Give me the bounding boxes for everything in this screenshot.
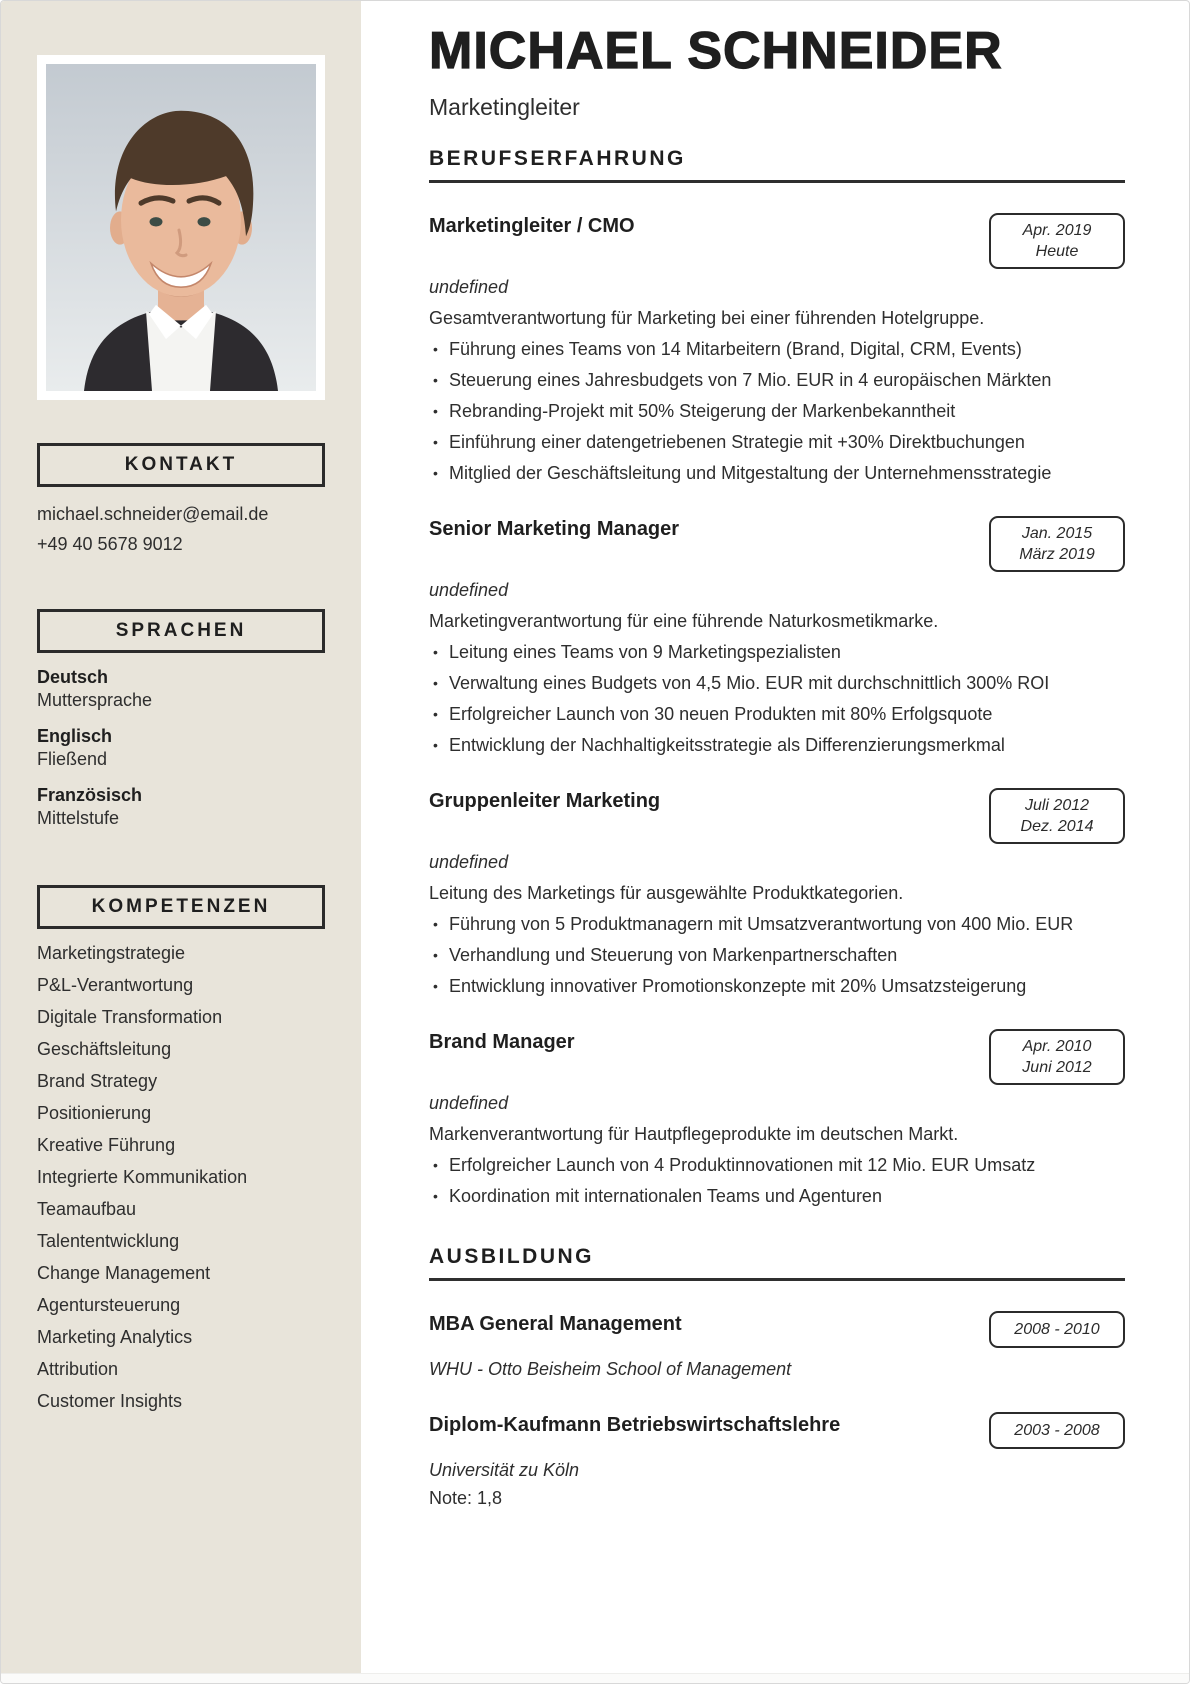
job-bullet: • Führung eines Teams von 14 Mitarbeitern (Brand, Digital, CRM, Events) (429, 336, 1077, 362)
job-title: Senior Marketing Manager (429, 518, 680, 540)
job-bullet: • Koordination mit internationalen Teams und Agenturen (429, 1183, 1077, 1209)
job-summary: Marketingverantwortung für eine führende Naturkosmetikmarke. (429, 611, 939, 631)
job-bullet: • Rebranding-Projekt mit 50% Steigerung der Markenbekanntheit (429, 398, 1077, 424)
skill-item: P&L-Verantwortung (37, 975, 194, 995)
skill-item: Attribution (37, 1359, 119, 1379)
date-range: 2003 - 2008 (1014, 1422, 1100, 1439)
skill-item: Marketing Analytics (37, 1327, 193, 1347)
job-header (429, 213, 1125, 269)
education-school: WHU - Otto Beisheim School of Management (429, 1359, 792, 1379)
date-start: Jan. 2015 (1021, 525, 1093, 542)
profile-photo (37, 55, 325, 400)
job-header (429, 516, 1125, 572)
job-bullet: • Mitglied der Geschäftsleitung und Mitgestaltung der Unternehmensstrategie (429, 460, 1077, 486)
experience-entry (429, 788, 1125, 999)
sidebar (1, 1, 361, 1674)
job-company: undefined (429, 852, 509, 872)
experience-list (429, 213, 1125, 1209)
language-item (37, 784, 325, 830)
skill-item: Brand Strategy (37, 1071, 158, 1091)
language-name: Deutsch (37, 667, 109, 687)
date-end: März 2019 (1019, 546, 1095, 563)
skills-heading-label: KOMPETENZEN (91, 896, 271, 917)
skill-item: Positionierung (37, 1103, 152, 1123)
job-title: Brand Manager (429, 1031, 575, 1053)
job-header (429, 1029, 1125, 1085)
job-bullets (429, 911, 1077, 999)
skill-item: Digitale Transformation (37, 1007, 223, 1027)
language-name: Englisch (37, 726, 113, 746)
skill-item: Marketingstrategie (37, 943, 186, 963)
date-start: Apr. 2019 (1022, 222, 1092, 239)
education-header (429, 1412, 1125, 1449)
date-badge (989, 213, 1125, 269)
skill-item: Change Management (37, 1263, 211, 1283)
main-content (361, 1, 1189, 1683)
job-bullet: • Einführung einer datengetriebenen Strategie mit +30% Direktbuchungen (429, 429, 1077, 455)
language-name: Französisch (37, 785, 143, 805)
contact-phone: +49 40 5678 9012 (37, 534, 183, 554)
language-item (37, 666, 325, 712)
education-header (429, 1311, 1125, 1348)
experience-section-heading: BERUFSERFAHRUNG (429, 147, 1125, 183)
languages-heading (37, 609, 325, 653)
date-range: 2008 - 2010 (1014, 1321, 1100, 1338)
date-badge (989, 1311, 1125, 1348)
date-end: Dez. 2014 (1020, 818, 1094, 835)
job-bullets (429, 336, 1077, 486)
education-school: Universität zu Köln (429, 1460, 580, 1480)
date-badge (989, 788, 1125, 844)
skill-item: Customer Insights (37, 1391, 183, 1411)
language-item (37, 725, 325, 771)
skill-item: Teamaufbau (37, 1199, 137, 1219)
job-title: Gruppenleiter Marketing (429, 790, 661, 812)
language-level: Fließend (37, 749, 108, 769)
job-company: undefined (429, 277, 509, 297)
job-summary: Gesamtverantwortung für Marketing bei einer führenden Hotelgruppe. (429, 308, 985, 328)
education-entry (429, 1412, 1125, 1511)
experience-entry (429, 516, 1125, 758)
languages-heading-label: SPRACHEN (115, 620, 247, 641)
job-bullet: • Erfolgreicher Launch von 30 neuen Produkten mit 80% Erfolgsquote (429, 701, 1077, 727)
job-summary: Markenverantwortung für Hautpflegeprodukte im deutschen Markt. (429, 1124, 959, 1144)
contact-heading (37, 443, 325, 487)
job-bullets (429, 1152, 1077, 1209)
contact-heading-label: KONTAKT (124, 454, 238, 475)
job-bullet: • Verhandlung und Steuerung von Markenpartnerschaften (429, 942, 1077, 968)
date-end: Heute (1035, 243, 1079, 260)
languages-list (37, 666, 325, 830)
education-degree: Diplom-Kaufmann Betriebswirtschaftslehre (429, 1414, 841, 1436)
job-bullet: • Steuerung eines Jahresbudgets von 7 Mio. EUR in 4 europäischen Märkten (429, 367, 1077, 393)
job-summary: Leitung des Marketings für ausgewählte Produktkategorien. (429, 883, 904, 903)
education-list (429, 1311, 1125, 1511)
date-start: Juli 2012 (1024, 797, 1090, 814)
date-badge (989, 1029, 1125, 1085)
job-bullet: • Entwicklung der Nachhaltigkeitsstrategie als Differenzierungsmerkmal (429, 732, 1077, 758)
page-bottom-strip (1, 1673, 1189, 1683)
contact-info (37, 499, 325, 559)
person-name: MICHAEL SCHNEIDER (429, 22, 1003, 80)
job-bullet: • Führung von 5 Produktmanagern mit Umsatzverantwortung von 400 Mio. EUR (429, 911, 1077, 937)
date-badge (989, 516, 1125, 572)
language-level: Mittelstufe (37, 808, 120, 828)
language-level: Muttersprache (37, 690, 153, 710)
contact-email: michael.schneider@email.de (37, 504, 269, 524)
education-entry (429, 1311, 1125, 1382)
skill-item: Integrierte Kommunikation (37, 1167, 248, 1187)
skills-heading (37, 885, 325, 929)
portrait-illustration (46, 64, 316, 391)
skill-item: Kreative Führung (37, 1135, 176, 1155)
date-start: Apr. 2010 (1022, 1038, 1092, 1055)
skill-item: Agentursteuerung (37, 1295, 181, 1315)
skills-list (37, 942, 325, 1412)
job-bullets (429, 639, 1077, 758)
skill-item: Geschäftsleitung (37, 1039, 172, 1059)
experience-entry (429, 1029, 1125, 1209)
job-bullet: • Entwicklung innovativer Promotionskonzepte mit 20% Umsatzsteigerung (429, 973, 1077, 999)
job-company: undefined (429, 580, 509, 600)
date-badge (989, 1412, 1125, 1449)
job-title: Marketingleiter / CMO (429, 215, 635, 237)
skill-item: Talententwicklung (37, 1231, 180, 1251)
education-degree: MBA General Management (429, 1313, 682, 1335)
job-bullet: • Erfolgreicher Launch von 4 Produktinnovationen mit 12 Mio. EUR Umsatz (429, 1152, 1077, 1178)
job-bullet: • Leitung eines Teams von 9 Marketingspezialisten (429, 639, 1077, 665)
job-header (429, 788, 1125, 844)
job-company: undefined (429, 1093, 509, 1113)
job-bullet: • Verwaltung eines Budgets von 4,5 Mio. EUR mit durchschnittlich 300% ROI (429, 670, 1077, 696)
experience-entry (429, 213, 1125, 486)
person-title: Marketingleiter (429, 94, 580, 120)
education-note: Note: 1,8 (429, 1488, 503, 1508)
education-section-heading: AUSBILDUNG (429, 1245, 1125, 1281)
date-end: Juni 2012 (1022, 1059, 1092, 1076)
